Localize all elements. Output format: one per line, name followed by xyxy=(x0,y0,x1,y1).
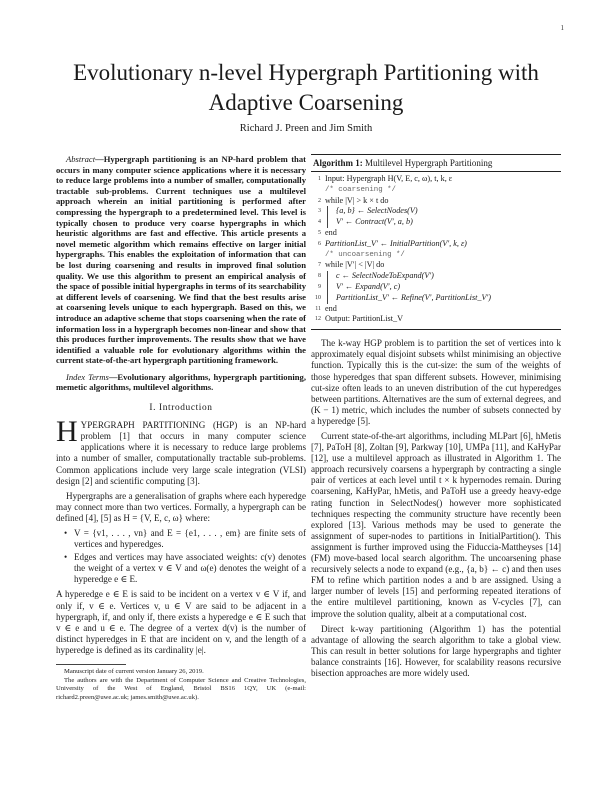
index-terms-text: —Evolutionary algorithms, hypergraph partitioning, memetic algorithms, multilevel algorithms. xyxy=(56,371,306,393)
section-heading-introduction: I. Introduction xyxy=(149,403,213,414)
line-number: 5 xyxy=(318,230,321,237)
footnote-affiliation: The authors are with the Department of Computer Science and Creative Technologies, University of the West of England, Bristol BS16 1QY, UK (e-mail: richard2.preen@uwe.ac.uk; james.smith@uwe.ac.uk). xyxy=(56,677,306,701)
algorithm-line xyxy=(311,282,561,293)
algorithm-line-text: while |V| > k × t do xyxy=(325,195,389,205)
algorithm-line-text: PartitionList_V′ ← InitialPartition(V′, k, ε) xyxy=(325,238,467,248)
algorithm-line xyxy=(311,304,561,315)
line-number: 1 xyxy=(318,176,321,183)
body-paragraph-1: The k-way HGP problem is to partition the set of vertices into k approximately equal disjoint subsets whilst minimising an objective function. Typically this is the cut-size: the sum of the weights of those hyperedges that span different subsets. However, minimising cut-size often leads to an uneven distribution of the cut hyperedges between partitions. Alternatives are the sum of external degrees, and (K − 1) metric, which includes the number of subsets connected by a hyperedge [5]. xyxy=(311,338,561,426)
abstract xyxy=(56,154,306,366)
line-number: 3 xyxy=(318,208,321,215)
line-number: 8 xyxy=(318,273,321,280)
algorithm-line xyxy=(311,239,561,250)
algorithm-line xyxy=(311,228,561,239)
index-terms-lead: Index Terms xyxy=(66,371,109,382)
line-number: 4 xyxy=(318,219,321,226)
algorithm-line-text: end xyxy=(325,228,337,238)
left-column xyxy=(56,154,306,703)
algorithm-line-text: V′ ← Expand(V′, c) xyxy=(327,282,400,293)
list-item: • Edges and vertices may have associated weights: c(v) denotes the weight of a vertex v ∈ V and ω(e) denotes the weight of a hyperedge e ∈ E. xyxy=(68,552,306,585)
page-number: 1 xyxy=(560,24,564,32)
drop-cap: H xyxy=(56,415,78,449)
algorithm-comment: /* uncoarsening */ xyxy=(325,250,405,259)
intro-paragraph-2: Hypergraphs are a generalisation of graphs where each hyperedge may connect more than two vertices. Formally, a hypergraph can be defined [4], [5] as H = {V, E, c, ω} where: xyxy=(56,490,306,523)
line-number xyxy=(311,250,321,261)
algorithm-line xyxy=(311,293,561,304)
line-number: 10 xyxy=(315,294,321,301)
algorithm-line-text: {a, b} ← SelectNodes(V) xyxy=(327,206,418,217)
algorithm-line-text: end xyxy=(325,303,337,313)
paper-title xyxy=(0,58,612,118)
definition-list xyxy=(56,528,306,585)
line-number: 2 xyxy=(318,197,321,204)
algorithm-label: Algorithm 1: xyxy=(313,158,363,168)
algorithm-comment: /* coarsening */ xyxy=(325,185,396,194)
algorithm-line-text: Input: Hypergraph H(V, E, c, ω), t, k, ε xyxy=(325,174,453,184)
abstract-lead: Abstract xyxy=(66,154,96,164)
algorithm-lines xyxy=(311,172,561,325)
algorithm-line xyxy=(311,260,561,271)
footnote-manuscript-date: Manuscript date of current version January 26, 2019. xyxy=(64,668,204,676)
intro-paragraph-1-text: YPERGRAPH PARTITIONING (HGP) is an NP-hard problem [1] that occurs in many computer science applications where it is necessary to reduce large problems into a number of smaller, computationally tractable sub-problems. Common applications include very large scale integration (VLSI) design [2] and scientific computing [3]. xyxy=(56,420,306,486)
line-number: 6 xyxy=(318,240,321,247)
algorithm-line xyxy=(311,185,561,196)
algorithm-title xyxy=(311,157,561,172)
authors: Richard J. Preen and Jim Smith xyxy=(239,123,373,134)
line-number xyxy=(311,185,321,196)
index-terms xyxy=(56,372,306,393)
algorithm-line xyxy=(311,206,561,217)
title-line-1: Evolutionary n-level Hypergraph Partitioning with xyxy=(73,60,539,85)
algorithm-line xyxy=(311,271,561,282)
algorithm-name: Multilevel Hypergraph Partitioning xyxy=(362,158,493,168)
algorithm-line-text: V′ ← Contract(V′, a, b) xyxy=(327,217,413,228)
algorithm-line xyxy=(311,250,561,261)
line-number: 9 xyxy=(318,284,321,291)
abstract-text: —Hypergraph partitioning is an NP-hard problem that occurs in many computer science applications where it is necessary to reduce large problems into a number of smaller, computationally tractable sub-problems. Current techniques use a multilevel approach wherein an initial partitioning is performed after compressing the hypergraph to a predetermined level. This level is typically chosen to produce very coarse hypergraphs in which heuristic algorithms are fast and effective. This article presents a novel memetic algorithm which remains effective on larger initial hypergraphs. This enables the exploitation of information that can be lost during coarsening and results in improved final solution quality. We use this algorithm to present an empirical analysis of the space of possible initial hypergraphs in terms of its searchability at different levels of coarsening. We find that the best results arise at coarsening levels unique to each hypergraph. Based on this, we introduce an adaptive scheme that stops coarsening when the rate of information loss in a hypergraph becomes non-linear and show that this produces further improvements. The results show that we have identified a valuable role for evolutionary algorithms within the current state-of-the-art hypergraph partitioning framework. xyxy=(56,154,307,366)
algorithm-line-text: while |V′| < |V| do xyxy=(325,260,385,270)
intro-paragraph-1 xyxy=(56,415,306,487)
body-paragraph-3: Direct k-way partitioning (Algorithm 1) has the potential advantage of allowing the search algorithm to take a global view. This can result in better solutions for large hypergraphs and tighter balance constraints [16]. However, for scalability reasons recursive bisection approaches are more widely used. xyxy=(311,623,561,678)
algorithm-box xyxy=(311,154,561,330)
title-line-2: Adaptive Coarsening xyxy=(208,90,404,115)
list-item: • V = {v1, . . . , vn} and E = {e1, . . . , em} are finite sets of vertices and hyperedges. xyxy=(68,528,306,550)
algorithm-line xyxy=(311,196,561,207)
line-number: 12 xyxy=(315,316,321,323)
right-column xyxy=(311,154,561,683)
algorithm-line-text: Output: PartitionList_V xyxy=(325,314,404,324)
algorithm-line xyxy=(311,217,561,228)
footnote-divider xyxy=(56,664,126,665)
line-number: 7 xyxy=(318,262,321,269)
line-number: 11 xyxy=(315,305,321,312)
body-paragraph-2: Current state-of-the-art algorithms, including MLPart [6], hMetis [7], PaToH [8], Zoltan [9], Parkway [10], UMPa [11], and KaHyPar [12], use a multilevel approach as illustrated in Algorithm 1. The approach recursively coarsens a hypergraph by contracting a single pair of vertices at each level until t × k hypernodes remain. During coarsening, KaHyPar, hMetis, and PaToH use a greedy heavy-edge rating function in SelectNodes() however more sophisticated techniques respecting the community structure have recently been explored [13]. Various methods may be used to generate the assignment of super-nodes to partitions in InitialPartition(). This assignment is further improved using the Fiduccia-Mattheyses [14] (FM) move-based local search algorithm. The uncoarsening phase recursively selects a node to expand (e.g., {a, b} ← c) and then uses FM to refine which partition nodes a and b are assigned. Using a larger number of levels [15] and performing repeated iterations of the entire multilevel partitioning, known as V-cycles [7], can improve the solution quality, albeit at a computational cost. xyxy=(311,431,561,619)
algorithm-line-text: c ← SelectNodeToExpand(V′) xyxy=(327,271,434,282)
algorithm-line xyxy=(311,314,561,325)
algorithm-line xyxy=(311,174,561,185)
algorithm-line-text: PartitionList_V′ ← Refine(V′, PartitionList_V′) xyxy=(327,293,491,304)
intro-paragraph-3: A hyperedge e ∈ E is said to be incident on a vertex v ∈ V if, and only if, v ∈ e. Vertices v, u ∈ V are said to be adjacent in a hypergraph, if, and only if, there exists a hyperedge e ∈ E such that v ∈ e and u ∈ e. The degree of a vertex d(v) is the number of distinct hyperedges in E that are incident on v, and the length of a hyperedge is defined as its cardinality |e|. xyxy=(56,589,306,655)
